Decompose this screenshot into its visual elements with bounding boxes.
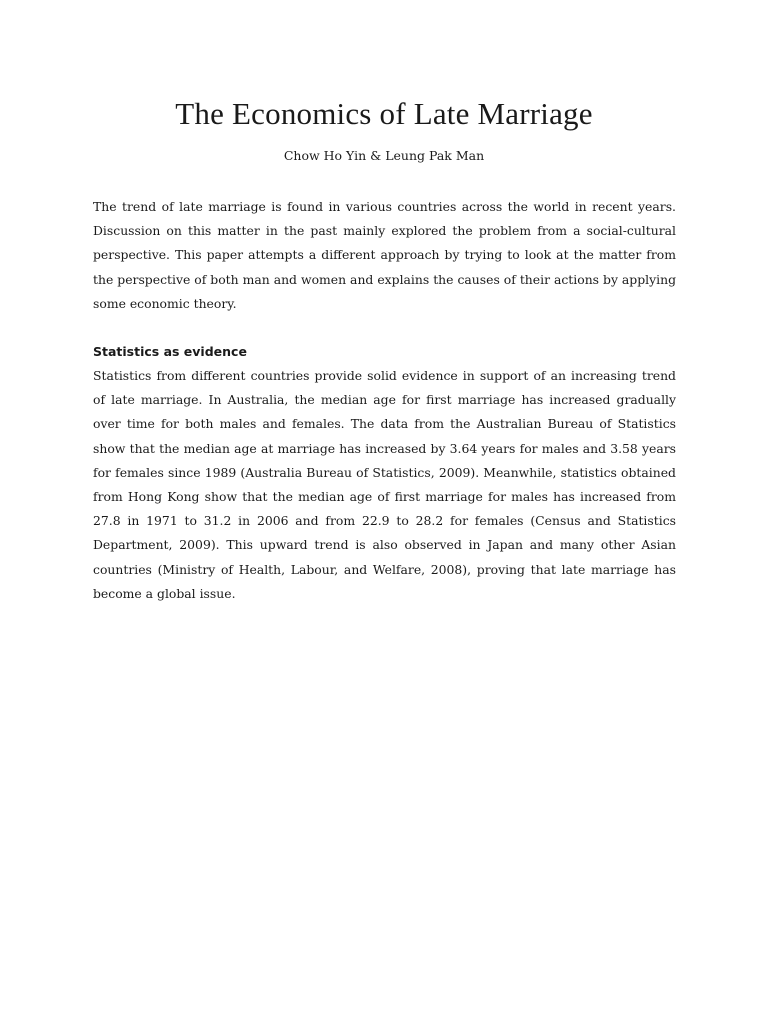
document-authors: Chow Ho Yin & Leung Pak Man [283, 148, 485, 163]
section-body-statistics: Statistics from different countries provide solid evidence in support of an increasing trend of late marriage. In Australia, the median age for first marriage has increased gradually over time for both males and females. The data from the Australian Bureau of Statistics show that the median age at marriage has increased by 3.64 years for males and 3.58 years for females since 1989 (Australia Bureau of Statistics, 2009). Meanwhile, statistics obtained from Hong Kong show that the median age of first marriage for males has increased from 27.8 in 1971 to 31.2 in 2006 and from 22.9 to 28.2 for females (Census and Statistics Department, 2009). This upward trend is also observed in Japan and many other Asian countries (Ministry of Health, Labour, and Welfare, 2008), proving that late marriage has become a global issue. [93, 368, 676, 601]
abstract-paragraph: The trend of late marriage is found in various countries across the world in recent years. Discussion on this matter in the past mainly explored the problem from a social-cultural perspective. This paper attempts a different approach by trying to look at the matter from the perspective of both man and women and explains the causes of their actions by applying some economic theory. [93, 199, 676, 311]
document-title: The Economics of Late Marriage [175, 96, 593, 131]
section-heading-statistics: Statistics as evidence [93, 344, 247, 359]
